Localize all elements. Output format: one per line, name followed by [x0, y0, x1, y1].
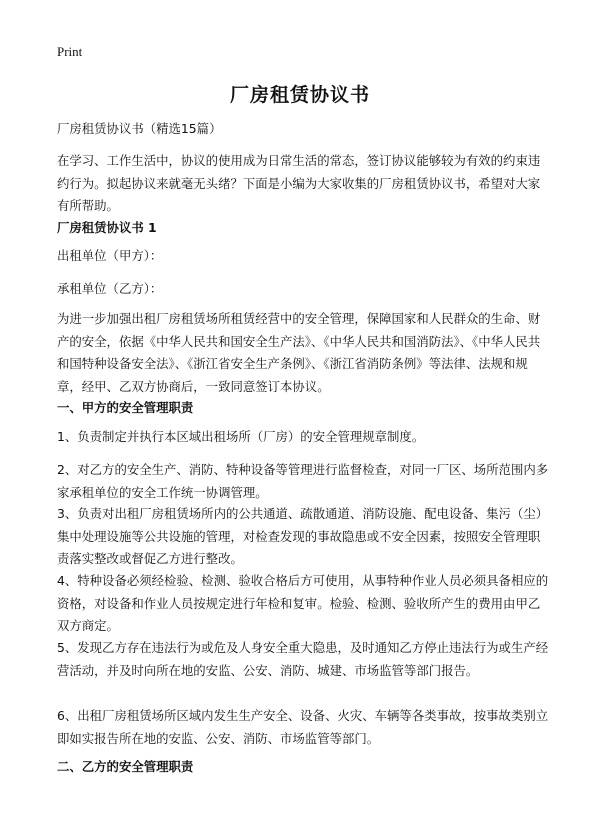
heading-lessor-duties: 一、甲方的安全管理职责: [57, 400, 194, 415]
clause-item: 2、对乙方的安全生产、消防、特种设备等管理进行监督检查，对同一厂区、场所范围内多家承租单位的安全工作统一协调管理。: [57, 462, 549, 500]
clause-item: 1、负责制定并执行本区域出租场所（厂房）的安全管理规章制度。: [57, 429, 425, 444]
purpose-paragraph: 为进一步加强出租厂房租赁场所租赁经营中的安全管理，保障国家和人民群众的生命、财产的安全，依据《中华人民共和国安全生产法》、《中华人民共和国消防法》、《中华人民共和国特种设备安全法》、《浙江省安全生产条例》、《浙江省消防条例》等法律、法规和规章，经甲、乙双方协商后，一致同意签订本协议。: [57, 311, 541, 394]
heading-lessee-duties: 二、乙方的安全管理职责: [57, 759, 194, 774]
lessee-label: 承租单位（乙方）：: [57, 281, 163, 296]
clause-item: 4、特种设备必须经检验、检测、验收合格后方可使用，从事特种作业人员必须具备相应的资格，对设备和作业人员按规定进行年检和复审。检验、检测、验收所产生的费用由甲乙双方商定。: [57, 573, 549, 633]
document-subtitle: 厂房租赁协议书（精选15篇）: [57, 121, 222, 136]
document-title: 厂房租赁协议书: [229, 84, 370, 106]
print-link[interactable]: Print: [57, 44, 83, 59]
clause-item: 6、出租厂房租赁场所区域内发生生产安全、设备、火灾、车辆等各类事故，按事故类别立即如实报告所在地的安监、公安、消防、市场监管等部门。: [57, 708, 549, 746]
clause-item: 3、负责对出租厂房租赁场所内的公共通道、疏散通道、消防设施、配电设备、集污（尘）集中处理设施等公共设施的管理，对检查发现的事故隐患或不安全因素，按照安全管理职责落实整改或督促乙方进行整改。: [57, 506, 549, 566]
clause-item: 5、发现乙方存在违法行为或危及人身安全重大隐患，及时通知乙方停止违法行为或生产经营活动，并及时向所在地的安监、公安、消防、城建、市场监管等部门报告。: [57, 640, 549, 678]
lessor-label: 出租单位（甲方）：: [57, 248, 163, 263]
intro-paragraph: 在学习、工作生活中，协议的使用成为日常生活的常态，签订协议能够较为有效的约束违约行为。拟起协议来就毫无头绪？下面是小编为大家收集的厂房租赁协议书，希望对大家有所帮助。: [57, 153, 541, 213]
section-title: 厂房租赁协议书 1: [57, 220, 157, 235]
